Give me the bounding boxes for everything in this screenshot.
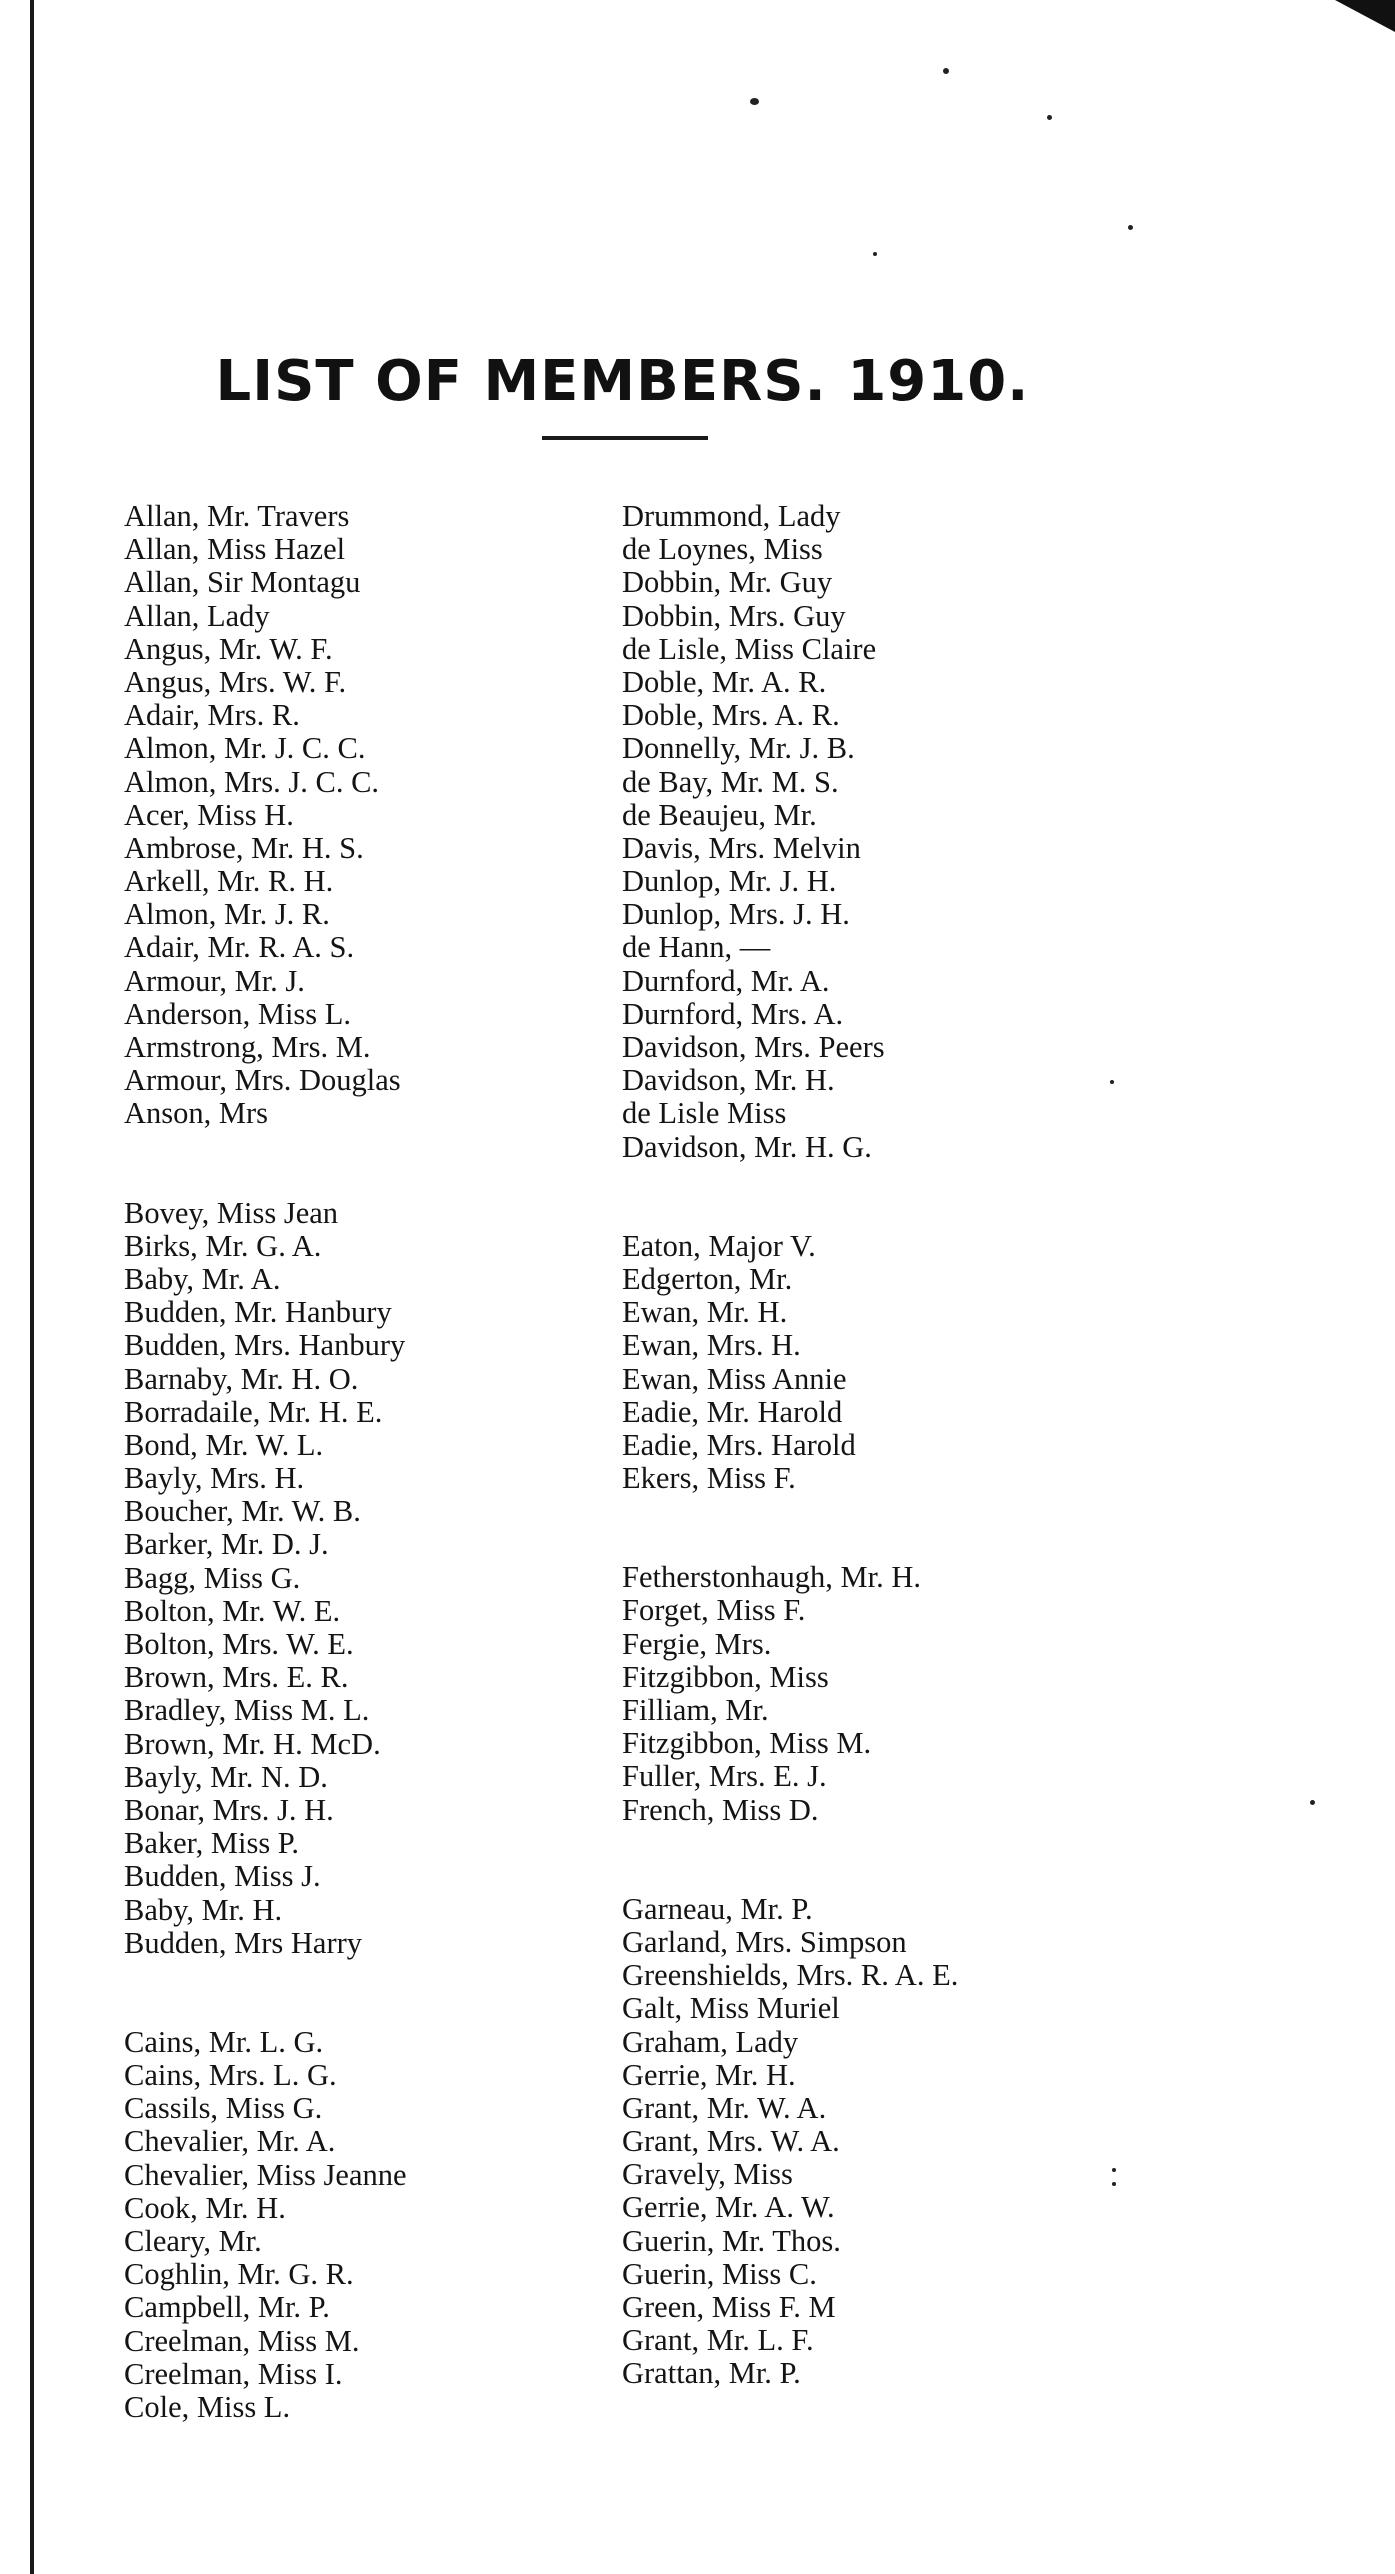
member-entry: Grattan, Mr. P. [622,2356,801,2391]
member-entry: Durnford, Mr. A. [622,963,830,998]
member-entry: Almon, Mr. J. C. C. [124,731,366,766]
member-entry: Bolton, Mrs. W. E. [124,1627,354,1661]
member-entry: Graham, Lady [622,2024,799,2059]
member-entry: Baby, Mr. A. [124,1261,281,1296]
page-title: LIST OF MEMBERS. 1910. [215,348,1030,414]
scan-speck [750,98,759,105]
member-entry: de Loynes, Miss [622,532,823,567]
member-entry: Garneau, Mr. P. [622,1891,813,1926]
members-group-d [622,500,958,1164]
member-entry: Boucher, Mr. W. B. [124,1494,361,1529]
member-entry: Bayly, Mr. N. D. [124,1759,328,1794]
scan-speck [1128,225,1133,230]
member-entry: Almon, Mr. J. R. [124,897,330,932]
member-entry: Dunlop, Mr. J. H. [622,864,837,899]
member-entry: Cains, Mrs. L. G. [124,2058,337,2093]
member-entry: Bradley, Miss M. L. [124,1693,370,1728]
member-entry: Budden, Mr. Hanbury [124,1295,392,1330]
member-entry: Grant, Mr. W. A. [622,2090,827,2125]
member-entry: French, Miss D. [622,1792,819,1827]
member-entry: Anderson, Miss L. [124,996,352,1031]
member-entry: Angus, Mr. W. F. [124,631,333,666]
scan-speck [1310,1800,1315,1805]
members-column-right [622,500,958,2391]
member-entry: Forget, Miss F. [622,1593,806,1628]
member-entry: de Bay, Mr. M. S. [622,764,839,799]
member-entry: Galt, Miss Muriel [622,1991,840,2026]
members-group-b [124,1197,407,1960]
member-entry: Coghlin, Mr. G. R. [124,2257,354,2292]
member-entry: Armour, Mr. J. [124,963,305,998]
member-entry: Adair, Mr. R. A. S. [124,930,355,965]
member-entry: Eadie, Mrs. Harold [622,1427,856,1462]
member-entry: de Lisle, Miss Claire [622,631,877,666]
member-entry: Chevalier, Mr. A. [124,2124,336,2159]
member-entry: Durnford, Mrs. A. [622,996,844,1031]
member-entry: Arkell, Mr. R. H. [124,864,334,899]
scan-speck [1110,1080,1114,1084]
member-entry: Guerin, Miss C. [622,2256,817,2291]
member-entry: Gerrie, Mr. H. [622,2057,796,2092]
member-entry: Gravely, Miss [622,2157,793,2192]
member-entry: Allan, Mr. Travers [124,499,350,533]
member-entry: Bayly, Mrs. H. [124,1461,305,1496]
member-entry: Allan, Miss Hazel [124,532,346,567]
member-entry: Cleary, Mr. [124,2224,262,2258]
member-entry: Ewan, Miss Annie [622,1361,847,1396]
scan-speck [1112,2168,1116,2172]
member-entry: Baker, Miss P. [124,1826,300,1861]
member-entry: Brown, Mr. H. McD. [124,1726,381,1761]
member-entry: Bolton, Mr. W. E. [124,1593,341,1628]
member-entry: Doble, Mr. A. R. [622,664,827,699]
member-entry: Allan, Lady [124,598,270,633]
title-divider [542,436,708,440]
member-entry: Adair, Mrs. R. [124,698,300,733]
member-entry: Davis, Mrs. Melvin [622,830,861,865]
member-entry: Angus, Mrs. W. F. [124,664,347,699]
member-entry: Filliam, Mr. [622,1693,769,1727]
member-entry: Bovey, Miss Jean [124,1195,339,1230]
member-entry: Dunlop, Mrs. J. H. [622,897,850,932]
scan-speck [873,252,877,256]
scan-speck [1112,2182,1116,2186]
member-entry: Bonar, Mrs. J. H. [124,1792,334,1827]
scan-speck [943,68,949,74]
member-entry: Fitzgibbon, Miss M. [622,1726,872,1761]
member-entry: Armour, Mrs. Douglas [124,1063,401,1098]
members-group-c [124,2026,407,2424]
member-entry: Anson, Mrs [124,1096,269,1131]
member-entry: Dobbin, Mrs. Guy [622,598,846,633]
member-entry: Budden, Mrs Harry [124,1925,363,1960]
member-entry: Green, Miss F. M [622,2290,836,2324]
member-entry: Cassils, Miss G. [124,2091,323,2126]
member-entry: Barker, Mr. D. J. [124,1527,329,1562]
member-entry: Budden, Miss J. [124,1859,321,1894]
member-entry: Birks, Mr. G. A. [124,1228,322,1263]
member-entry: Davidson, Mr. H. [622,1063,835,1098]
member-entry: Creelman, Miss M. [124,2323,360,2358]
member-entry: Budden, Mrs. Hanbury [124,1328,406,1363]
member-entry: Armstrong, Mrs. M. [124,1030,371,1064]
members-group-g [622,1893,958,2391]
member-entry: Ewan, Mrs. H. [622,1328,801,1363]
members-group-e [622,1230,958,1496]
member-entry: Guerin, Mr. Thos. [622,2223,841,2258]
member-entry: Bond, Mr. W. L. [124,1427,324,1462]
member-entry: Ambrose, Mr. H. S. [124,830,364,865]
member-entry: Gerrie, Mr. A. W. [622,2190,835,2225]
member-entry: Eaton, Major V. [622,1228,816,1263]
member-entry: Fergie, Mrs. [622,1626,772,1661]
member-entry: Dobbin, Mr. Guy [622,565,833,600]
member-entry: Davidson, Mr. H. G. [622,1129,872,1164]
member-entry: Campbell, Mr. P. [124,2290,330,2325]
member-entry: Cook, Mr. H. [124,2190,286,2225]
member-entry: Chevalier, Miss Jeanne [124,2157,407,2192]
member-entry: Allan, Sir Montagu [124,565,361,600]
member-entry: Greenshields, Mrs. R. A. E. [622,1958,959,1993]
member-entry: Baby, Mr. H. [124,1892,283,1927]
member-entry: de Lisle Miss [622,1096,787,1131]
member-entry: Fuller, Mrs. E. J. [622,1759,827,1794]
member-entry: Brown, Mrs. E. R. [124,1660,349,1695]
member-entry: Barnaby, Mr. H. O. [124,1361,359,1396]
member-entry: Acer, Miss H. [124,797,294,832]
member-entry: Doble, Mrs. A. R. [622,698,840,733]
member-entry: Borradaile, Mr. H. E. [124,1394,383,1429]
members-group-a [124,500,407,1131]
member-entry: Edgerton, Mr. [622,1261,793,1296]
member-entry: Drummond, Lady [622,499,841,533]
member-entry: Grant, Mrs. W. A. [622,2124,840,2159]
members-group-f [622,1561,958,1827]
page-corner-scan-artifact [1335,0,1395,32]
member-entry: Bagg, Miss G. [124,1560,301,1595]
scan-speck [1047,115,1052,120]
member-entry: de Hann, — [622,930,771,965]
member-entry: Cole, Miss L. [124,2389,291,2424]
member-entry: Ekers, Miss F. [622,1461,796,1496]
member-entry: Eadie, Mr. Harold [622,1394,843,1429]
member-entry: Creelman, Miss I. [124,2356,343,2391]
member-entry: Grant, Mr. L. F. [622,2323,814,2358]
member-entry: Ewan, Mr. H. [622,1295,788,1330]
members-column-left [124,500,407,2424]
member-entry: Cains, Mr. L. G. [124,2024,324,2059]
member-entry: Davidson, Mrs. Peers [622,1030,885,1064]
member-entry: Garland, Mrs. Simpson [622,1924,907,1959]
member-entry: Donnelly, Mr. J. B. [622,731,855,766]
member-entry: Fetherstonhaugh, Mr. H. [622,1560,922,1595]
member-entry: de Beaujeu, Mr. [622,797,817,832]
member-entry: Fitzgibbon, Miss [622,1659,829,1694]
member-entry: Almon, Mrs. J. C. C. [124,764,380,799]
